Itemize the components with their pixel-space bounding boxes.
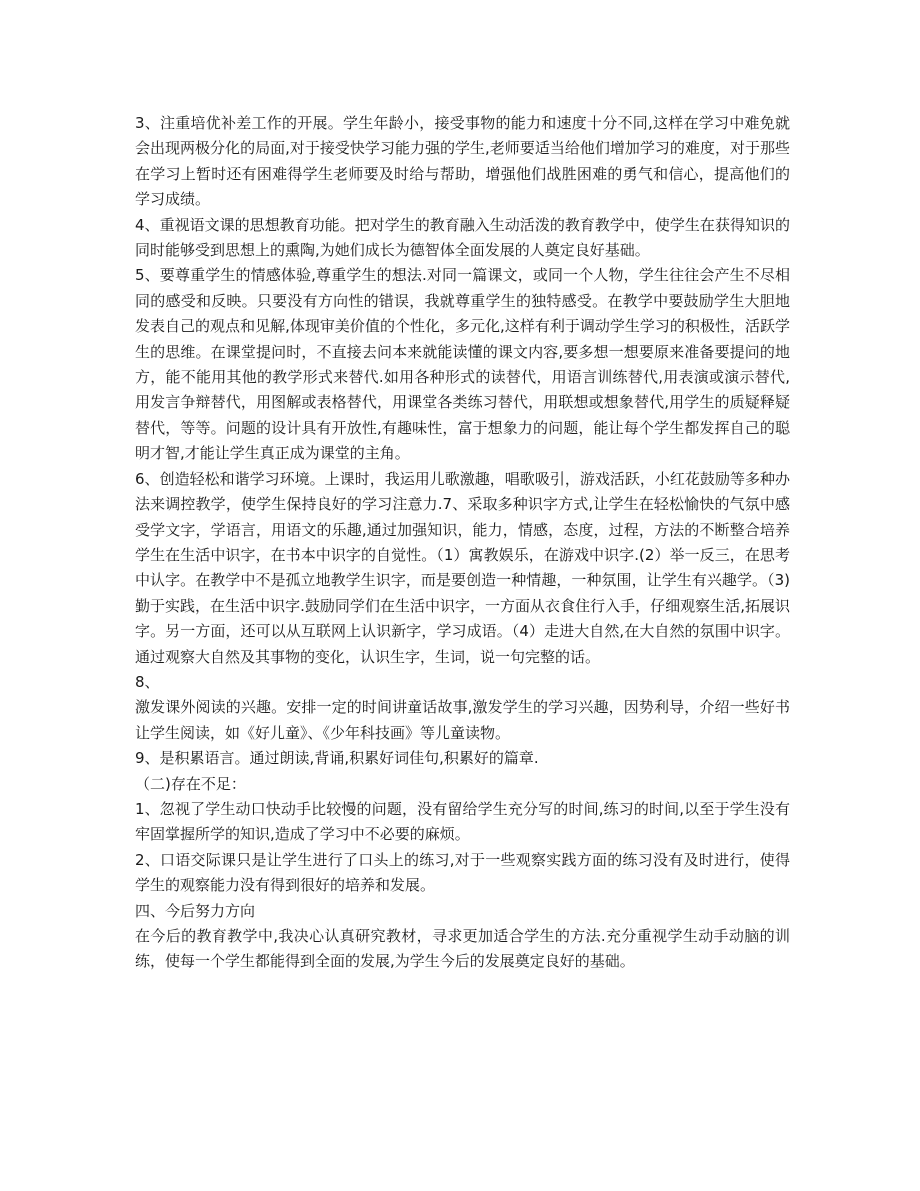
document-body [135,111,790,975]
paragraph-point-5: 5、要尊重学生的情感体验,尊重学生的想法.对同一篇课文，或同一个人物，学生往往会产生不尽相同的感受和反映。只要没有方向性的错误，我就尊重学生的独特感受。在教学中要鼓励学生大胆地发表自己的观点和见解,体现审美价值的个性化，多元化,这样有利于调动学生学习的积极性，活跃学生的思维。在课堂提问时，不直接去问本来就能读懂的课文内容,要多想一想要原来准备要提问的地方，能不能用其他的教学形式来替代.如用各种形式的读替代，用语言训练替代,用表演或演示替代,用发言争辩替代，用图解或表格替代，用课堂各类练习替代，用联想或想象替代,用学生的质疑释疑替代，等等。问题的设计具有开放性,有趣味性，富于想象力的问题，能让每个学生都发挥自己的聪明才智,才能让学生真正成为课堂的主角。 [135,266,790,463]
paragraph-shortcoming-2: 2、口语交际课只是让学生进行了口头上的练习,对于一些观察实践方面的练习没有及时进行，使得学生的观察能力没有得到很好的培养和发展。 [135,850,790,895]
paragraph-point-8: 激发课外阅读的兴趣。安排一定的时间讲童话故事,激发学生的学习兴趣，因势利导，介绍一些好书让学生阅读，如《好儿童》、《少年科技画》等儿童读物。 [135,698,790,742]
paragraph-point-4: 4、重视语文课的思想教育功能。把对学生的教育融入生动活泼的教育教学中，使学生在获得知识的同时能够受到思想上的熏陶,为她们成长为德智体全面发展的人奠定良好基础。 [135,215,790,260]
paragraph-point-9: 9、是积累语言。通过朗读,背诵,积累好词佳句,积累好的篇章. [135,749,539,768]
paragraph-point-6-7: 6、创造轻松和谐学习环境。上课时，我运用儿歌激趣，唱歌吸引，游戏活跃，小红花鼓励等多种办法来调控教学，使学生保持良好的学习注意力.7、采取多种识字方式,让学生在轻松愉快的气氛中感受学文字，学语言，用语文的乐趣,通过加强知识，能力，情感，态度，过程，方法的不断整合培养学生在生活中识字，在书本中识字的自觉性。（1）寓教娱乐，在游戏中识字.(2）举一反三，在思考中认字。在教学中不是孤立地教学生识字，而是要创造一种情趣，一种氛围，让学生有兴趣学。（3)勤于实践，在生活中识字.鼓励同学们在生活中识字，一方面从衣食住行入手，仔细观察生活,拓展识字。另一方面，还可以从互联网上认识新字，学习成语。（4）走进大自然,在大自然的氛围中识字。通过观察大自然及其事物的变化，认识生字，生词，说一句完整的话。 [135,469,790,666]
paragraph-future-direction: 在今后的教育教学中,我决心认真研究教材，寻求更加适合学生的方法.充分重视学生动手动脑的训练，使每一个学生都能得到全面的发展,为学生今后的发展奠定良好的基础。 [135,927,790,971]
paragraph-point-3: 3、注重培优补差工作的开展。学生年龄小，接受事物的能力和速度十分不同,这样在学习中难免就会出现两极分化的局面,对于接受快学习能力强的学生,老师要适当给他们增加学习的难度，对于那些在学习上暂时还有困难得学生老师要及时给与帮助，增强他们战胜困难的勇气和信心，提高他们的学习成绩。 [135,114,790,209]
section-heading-shortcomings: （二)存在不足： [135,774,246,793]
paragraph-shortcoming-1: 1、忽视了学生动口快动手比较慢的问题，没有留给学生充分写的时间,练习的时间,以至于学生没有牢固掌握所学的知识,造成了学习中不必要的麻烦。 [135,799,790,844]
section-heading-future-direction: 四、今后努力方向 [135,901,256,920]
paragraph-point-8-number: 8、 [135,672,160,691]
